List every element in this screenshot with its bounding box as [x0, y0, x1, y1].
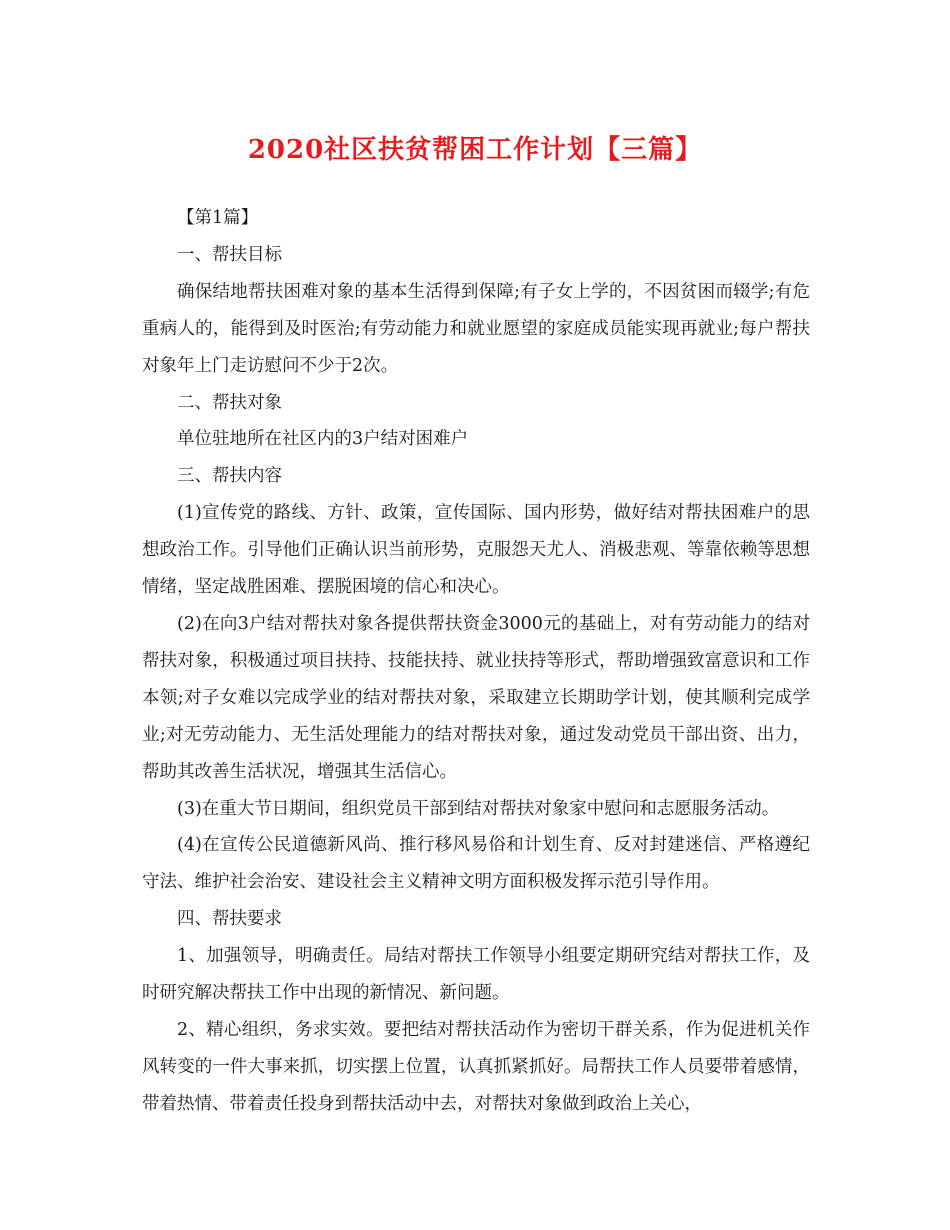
- paragraph-content-4: (4)在宣传公民道德新风尚、推行移风易俗和计划生育、反对封建迷信、严格遵纪守法、维护社会治安、建设社会主义精神文明方面积极发挥示范引导作用。: [142, 835, 810, 893]
- document-title: 2020社区扶贫帮困工作计划【三篇】: [247, 135, 703, 165]
- heading-target: 二、帮扶对象: [177, 392, 282, 413]
- paragraph-content-2: (2)在向3户结对帮扶对象各提供帮扶资金3000元的基础上，对有劳动能力的结对帮扶对象，积极通过项目扶持、技能扶持、就业扶持等形式，帮助增强致富意识和工作本领;对子女难以完成学业的结对帮扶对象，采取建立长期助学计划，使其顺利完成学业;对无劳动能力、无生活处理能力的结对帮扶对象，通过发动党员干部出资、出力，帮助其改善生活状况，增强其生活信心。: [142, 613, 810, 782]
- heading-requirements: 四、帮扶要求: [177, 909, 282, 930]
- heading-content: 三、帮扶内容: [177, 466, 282, 487]
- paragraph-requirement-1: 1、加强领导，明确责任。局结对帮扶工作领导小组要定期研究结对帮扶工作，及时研究解决帮扶工作中出现的新情况、新问题。: [142, 946, 810, 1004]
- paragraph-content-3: (3)在重大节日期间，组织党员干部到结对帮扶对象家中慰问和志愿服务活动。: [177, 798, 780, 819]
- section-label-part-1: 【第1篇】: [177, 208, 259, 228]
- document-body: [142, 200, 810, 1123]
- paragraph-goal: 确保结地帮扶困难对象的基本生活得到保障;有子女上学的，不因贫困而辍学;有危重病人的，能得到及时医治;有劳动能力和就业愿望的家庭成员能实现再就业;每户帮扶对象年上门走访慰问不少于2次。: [142, 281, 810, 376]
- heading-goal: 一、帮扶目标: [177, 244, 282, 265]
- paragraph-target: 单位驻地所在社区内的3户结对困难户: [177, 429, 469, 450]
- paragraph-content-1: (1)宣传党的路线、方针、政策，宣传国际、国内形势，做好结对帮扶困难户的思想政治工作。引导他们正确认识当前形势，克服怨天尤人、消极悲观、等靠依赖等思想情绪，坚定战胜困难、摆脱困境的信心和决心。: [142, 503, 810, 598]
- paragraph-requirement-2: 2、精心组织，务求实效。要把结对帮扶活动作为密切干群关系，作为促进机关作风转变的一件大事来抓，切实摆上位置，认真抓紧抓好。局帮扶工作人员要带着感情，带着热情、带着责任投身到帮扶活动中去，对帮扶对象做到政治上关心，: [142, 1019, 810, 1114]
